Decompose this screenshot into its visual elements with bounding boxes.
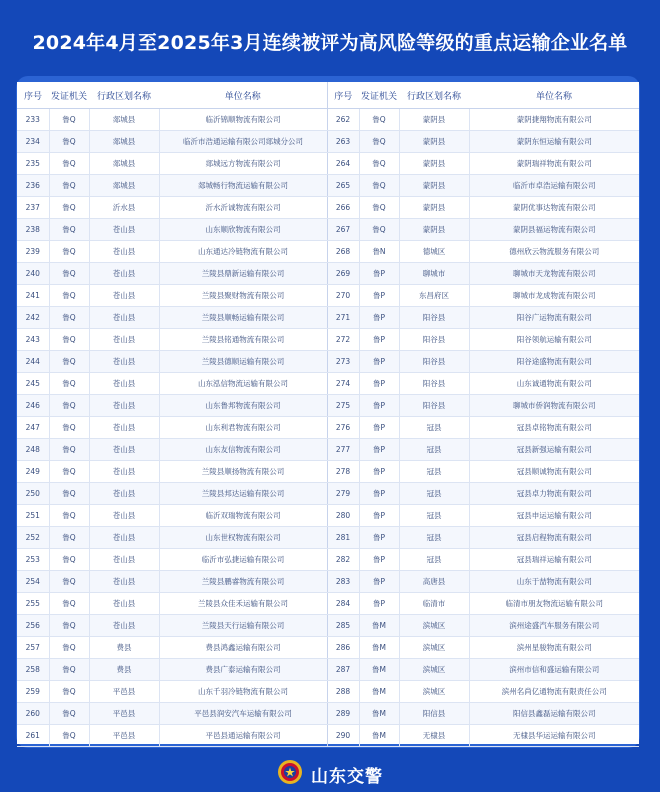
table-row xyxy=(17,549,639,571)
row-district: 苍山县 xyxy=(89,263,159,285)
row-district: 阳信县 xyxy=(399,703,469,725)
row-company: 临沂市弘捷运输有限公司 xyxy=(159,549,327,571)
table-row xyxy=(17,637,639,659)
row-index: 290 xyxy=(327,725,359,747)
row-issuer: 鲁Q xyxy=(359,131,399,153)
row-index: 279 xyxy=(327,483,359,505)
row-index: 269 xyxy=(327,263,359,285)
table-row xyxy=(17,241,639,263)
row-company: 阳谷途盛物流有限公司 xyxy=(469,351,639,373)
row-issuer: 鲁N xyxy=(359,241,399,263)
row-company: 冠县启程物流有限公司 xyxy=(469,527,639,549)
row-issuer: 鲁Q xyxy=(49,505,89,527)
row-issuer: 鲁Q xyxy=(49,417,89,439)
row-company: 临沂市卓浩运输有限公司 xyxy=(469,175,639,197)
row-district: 苍山县 xyxy=(89,439,159,461)
row-company: 冠县申运运输有限公司 xyxy=(469,505,639,527)
table-row xyxy=(17,439,639,461)
page-title: 2024年4月至2025年3月连续被评为高风险等级的重点运输企业名单 xyxy=(32,32,628,54)
row-issuer: 鲁M xyxy=(359,681,399,703)
row-company: 兰陵县天行运输有限公司 xyxy=(159,615,327,637)
row-issuer: 鲁P xyxy=(359,351,399,373)
row-district: 苍山县 xyxy=(89,241,159,263)
row-company: 兰陵县德顺运输有限公司 xyxy=(159,351,327,373)
table-sheet xyxy=(17,82,639,744)
table-row xyxy=(17,153,639,175)
row-company: 蒙阴东恒运输有限公司 xyxy=(469,131,639,153)
footer xyxy=(0,756,660,792)
table-row xyxy=(17,307,639,329)
row-issuer: 鲁Q xyxy=(49,219,89,241)
table-row xyxy=(17,109,639,131)
row-index: 250 xyxy=(17,483,49,505)
col-header-index: 序号 xyxy=(327,82,359,109)
table-row xyxy=(17,725,639,747)
row-issuer: 鲁P xyxy=(359,307,399,329)
row-district: 苍山县 xyxy=(89,417,159,439)
row-issuer: 鲁Q xyxy=(49,549,89,571)
row-company: 沂水沂诚物流有限公司 xyxy=(159,197,327,219)
row-company: 山东顺欣物流有限公司 xyxy=(159,219,327,241)
row-index: 253 xyxy=(17,549,49,571)
row-index: 251 xyxy=(17,505,49,527)
row-issuer: 鲁M xyxy=(359,725,399,747)
row-company: 阳谷广运物流有限公司 xyxy=(469,307,639,329)
table-row xyxy=(17,615,639,637)
row-district: 临清市 xyxy=(399,593,469,615)
row-index: 284 xyxy=(327,593,359,615)
row-issuer: 鲁Q xyxy=(49,307,89,329)
row-issuer: 鲁P xyxy=(359,263,399,285)
col-header-company: 单位名称 xyxy=(159,82,327,109)
row-company: 蒙阴捷翔物流有限公司 xyxy=(469,109,639,131)
table-row xyxy=(17,505,639,527)
row-index: 286 xyxy=(327,637,359,659)
table-row xyxy=(17,703,639,725)
row-index: 287 xyxy=(327,659,359,681)
table-row xyxy=(17,659,639,681)
row-company: 郯城畅行物流运输有限公司 xyxy=(159,175,327,197)
row-district: 费县 xyxy=(89,659,159,681)
row-issuer: 鲁Q xyxy=(49,351,89,373)
row-issuer: 鲁Q xyxy=(49,659,89,681)
row-issuer: 鲁Q xyxy=(49,263,89,285)
row-district: 苍山县 xyxy=(89,527,159,549)
row-district: 德城区 xyxy=(399,241,469,263)
row-district: 平邑县 xyxy=(89,703,159,725)
row-district: 无棣县 xyxy=(399,725,469,747)
table-row xyxy=(17,593,639,615)
row-company: 临沂双瑞物流有限公司 xyxy=(159,505,327,527)
row-district: 蒙阴县 xyxy=(399,153,469,175)
row-index: 255 xyxy=(17,593,49,615)
row-company: 兰陵县顺扬物流有限公司 xyxy=(159,461,327,483)
row-issuer: 鲁Q xyxy=(49,175,89,197)
row-company: 临清市朋友物流运输有限公司 xyxy=(469,593,639,615)
row-district: 蒙阴县 xyxy=(399,175,469,197)
row-company: 山东利君物流有限公司 xyxy=(159,417,327,439)
row-company: 滨州星骏物流有限公司 xyxy=(469,637,639,659)
row-issuer: 鲁P xyxy=(359,461,399,483)
row-district: 苍山县 xyxy=(89,395,159,417)
row-issuer: 鲁Q xyxy=(49,329,89,351)
row-company: 山东于喆物流有限公司 xyxy=(469,571,639,593)
row-company: 蒙阴县福运物流有限公司 xyxy=(469,219,639,241)
row-issuer: 鲁M xyxy=(359,615,399,637)
row-issuer: 鲁Q xyxy=(359,175,399,197)
row-district: 冠县 xyxy=(399,439,469,461)
row-district: 苍山县 xyxy=(89,219,159,241)
row-district: 郯城县 xyxy=(89,153,159,175)
row-issuer: 鲁Q xyxy=(49,483,89,505)
row-company: 阳信县鑫磊运输有限公司 xyxy=(469,703,639,725)
row-district: 蒙阴县 xyxy=(399,109,469,131)
row-index: 267 xyxy=(327,219,359,241)
row-index: 242 xyxy=(17,307,49,329)
row-company: 兰陵县聚财物流有限公司 xyxy=(159,285,327,307)
row-district: 阳谷县 xyxy=(399,373,469,395)
row-issuer: 鲁M xyxy=(359,659,399,681)
col-header-issuer: 发证机关 xyxy=(49,82,89,109)
row-index: 249 xyxy=(17,461,49,483)
row-company: 平邑县通运输有限公司 xyxy=(159,725,327,747)
row-district: 苍山县 xyxy=(89,307,159,329)
table-row xyxy=(17,197,639,219)
row-district: 苍山县 xyxy=(89,571,159,593)
row-issuer: 鲁P xyxy=(359,439,399,461)
table-row xyxy=(17,461,639,483)
row-district: 高唐县 xyxy=(399,571,469,593)
row-issuer: 鲁P xyxy=(359,483,399,505)
row-issuer: 鲁Q xyxy=(49,725,89,747)
row-index: 244 xyxy=(17,351,49,373)
table-row xyxy=(17,373,639,395)
row-company: 山东通达冷链物流有限公司 xyxy=(159,241,327,263)
row-index: 240 xyxy=(17,263,49,285)
row-district: 苍山县 xyxy=(89,373,159,395)
row-issuer: 鲁P xyxy=(359,373,399,395)
row-district: 冠县 xyxy=(399,461,469,483)
row-district: 苍山县 xyxy=(89,329,159,351)
row-issuer: 鲁Q xyxy=(49,703,89,725)
row-district: 冠县 xyxy=(399,505,469,527)
row-index: 257 xyxy=(17,637,49,659)
row-issuer: 鲁Q xyxy=(49,285,89,307)
row-company: 阳谷领航运输有限公司 xyxy=(469,329,639,351)
row-index: 268 xyxy=(327,241,359,263)
row-index: 273 xyxy=(327,351,359,373)
row-company: 德州欣云物流服务有限公司 xyxy=(469,241,639,263)
table-row xyxy=(17,263,639,285)
row-district: 苍山县 xyxy=(89,549,159,571)
row-index: 285 xyxy=(327,615,359,637)
row-district: 冠县 xyxy=(399,549,469,571)
row-district: 苍山县 xyxy=(89,505,159,527)
row-issuer: 鲁Q xyxy=(359,219,399,241)
row-district: 平邑县 xyxy=(89,681,159,703)
row-company: 郯城远方物流有限公司 xyxy=(159,153,327,175)
row-company: 兰陵县铭通物流有限公司 xyxy=(159,329,327,351)
row-index: 277 xyxy=(327,439,359,461)
row-district: 蒙阴县 xyxy=(399,219,469,241)
table-row xyxy=(17,285,639,307)
row-district: 冠县 xyxy=(399,483,469,505)
row-company: 蒙阴瑞祥物流有限公司 xyxy=(469,153,639,175)
table-row xyxy=(17,351,639,373)
row-issuer: 鲁Q xyxy=(49,593,89,615)
row-district: 阳谷县 xyxy=(399,395,469,417)
row-index: 234 xyxy=(17,131,49,153)
row-index: 258 xyxy=(17,659,49,681)
row-index: 280 xyxy=(327,505,359,527)
table-row xyxy=(17,131,639,153)
row-district: 阳谷县 xyxy=(399,351,469,373)
row-company: 兰陵县鼎新运输有限公司 xyxy=(159,263,327,285)
row-index: 289 xyxy=(327,703,359,725)
row-index: 271 xyxy=(327,307,359,329)
row-company: 费县鸿鑫运输有限公司 xyxy=(159,637,327,659)
table-row xyxy=(17,329,639,351)
row-company: 冠县卓力物流有限公司 xyxy=(469,483,639,505)
row-district: 阳谷县 xyxy=(399,307,469,329)
police-emblem-icon xyxy=(277,759,303,789)
row-index: 263 xyxy=(327,131,359,153)
row-index: 275 xyxy=(327,395,359,417)
row-issuer: 鲁Q xyxy=(49,527,89,549)
row-index: 254 xyxy=(17,571,49,593)
row-index: 281 xyxy=(327,527,359,549)
row-index: 262 xyxy=(327,109,359,131)
row-district: 东昌府区 xyxy=(399,285,469,307)
row-company: 山东鲁邦物流有限公司 xyxy=(159,395,327,417)
table-header-row xyxy=(17,82,639,109)
row-company: 兰陵县邦达运输有限公司 xyxy=(159,483,327,505)
row-issuer: 鲁Q xyxy=(49,637,89,659)
row-district: 平邑县 xyxy=(89,725,159,747)
footer-brand: 山东交警 xyxy=(311,766,383,787)
row-company: 费县广泰运输有限公司 xyxy=(159,659,327,681)
row-index: 238 xyxy=(17,219,49,241)
row-issuer: 鲁P xyxy=(359,527,399,549)
row-issuer: 鲁M xyxy=(359,637,399,659)
row-district: 阳谷县 xyxy=(399,329,469,351)
row-index: 276 xyxy=(327,417,359,439)
table-row xyxy=(17,219,639,241)
row-index: 252 xyxy=(17,527,49,549)
row-company: 临沂市浩通运输有限公司郯城分公司 xyxy=(159,131,327,153)
row-issuer: 鲁Q xyxy=(49,439,89,461)
row-index: 260 xyxy=(17,703,49,725)
row-district: 聊城市 xyxy=(399,263,469,285)
row-index: 274 xyxy=(327,373,359,395)
row-district: 郯城县 xyxy=(89,109,159,131)
row-district: 郯城县 xyxy=(89,131,159,153)
row-company: 山东友信物流有限公司 xyxy=(159,439,327,461)
row-issuer: 鲁Q xyxy=(49,109,89,131)
row-district: 滨城区 xyxy=(399,659,469,681)
row-issuer: 鲁Q xyxy=(359,197,399,219)
row-issuer: 鲁P xyxy=(359,417,399,439)
row-index: 259 xyxy=(17,681,49,703)
row-company: 滨州名尚亿通物流有限责任公司 xyxy=(469,681,639,703)
row-index: 236 xyxy=(17,175,49,197)
row-company: 山东泓信物流运输有限公司 xyxy=(159,373,327,395)
col-header-issuer: 发证机关 xyxy=(359,82,399,109)
row-company: 冠县顺诚物流有限公司 xyxy=(469,461,639,483)
row-district: 郯城县 xyxy=(89,175,159,197)
row-issuer: 鲁Q xyxy=(49,197,89,219)
row-company: 冠县瑞祥运输有限公司 xyxy=(469,549,639,571)
row-index: 283 xyxy=(327,571,359,593)
row-index: 243 xyxy=(17,329,49,351)
table-body xyxy=(17,109,639,747)
row-district: 沂水县 xyxy=(89,197,159,219)
row-index: 246 xyxy=(17,395,49,417)
row-issuer: 鲁P xyxy=(359,505,399,527)
row-company: 聊城市天龙物流有限公司 xyxy=(469,263,639,285)
row-company: 山东世权物流有限公司 xyxy=(159,527,327,549)
row-district: 冠县 xyxy=(399,417,469,439)
row-issuer: 鲁P xyxy=(359,285,399,307)
row-district: 冠县 xyxy=(399,527,469,549)
row-index: 261 xyxy=(17,725,49,747)
company-table xyxy=(17,82,639,747)
row-company: 滨州市信和盛运输有限公司 xyxy=(469,659,639,681)
row-index: 256 xyxy=(17,615,49,637)
row-issuer: 鲁Q xyxy=(359,109,399,131)
row-district: 滨城区 xyxy=(399,681,469,703)
row-company: 蒙阴优事达物流有限公司 xyxy=(469,197,639,219)
row-company: 冠县新强运输有限公司 xyxy=(469,439,639,461)
col-header-district: 行政区划名称 xyxy=(89,82,159,109)
row-issuer: 鲁Q xyxy=(49,241,89,263)
row-issuer: 鲁Q xyxy=(49,373,89,395)
table-row xyxy=(17,571,639,593)
row-company: 兰陵县顺畅运输有限公司 xyxy=(159,307,327,329)
table-row xyxy=(17,395,639,417)
row-district: 滨城区 xyxy=(399,615,469,637)
row-index: 233 xyxy=(17,109,49,131)
row-index: 248 xyxy=(17,439,49,461)
row-company: 山东诚通物流有限公司 xyxy=(469,373,639,395)
row-issuer: 鲁M xyxy=(359,703,399,725)
row-district: 苍山县 xyxy=(89,285,159,307)
row-issuer: 鲁Q xyxy=(49,395,89,417)
table-row xyxy=(17,175,639,197)
col-header-district: 行政区划名称 xyxy=(399,82,469,109)
row-district: 苍山县 xyxy=(89,615,159,637)
table-row xyxy=(17,681,639,703)
row-company: 山东千羽冷链物流有限公司 xyxy=(159,681,327,703)
row-company: 平邑县润安汽车运输有限公司 xyxy=(159,703,327,725)
row-company: 聊城市侨润物流有限公司 xyxy=(469,395,639,417)
row-index: 264 xyxy=(327,153,359,175)
row-company: 兰陵县鹏睿物流有限公司 xyxy=(159,571,327,593)
table-row xyxy=(17,527,639,549)
row-district: 苍山县 xyxy=(89,461,159,483)
row-index: 241 xyxy=(17,285,49,307)
table-row xyxy=(17,417,639,439)
row-issuer: 鲁P xyxy=(359,329,399,351)
row-issuer: 鲁Q xyxy=(49,615,89,637)
row-district: 蒙阴县 xyxy=(399,197,469,219)
row-district: 蒙阴县 xyxy=(399,131,469,153)
row-company: 兰陵县众佳禾运输有限公司 xyxy=(159,593,327,615)
row-index: 266 xyxy=(327,197,359,219)
row-index: 239 xyxy=(17,241,49,263)
row-issuer: 鲁Q xyxy=(49,461,89,483)
row-company: 滨州途盛汽车服务有限公司 xyxy=(469,615,639,637)
row-index: 288 xyxy=(327,681,359,703)
row-index: 270 xyxy=(327,285,359,307)
row-district: 苍山县 xyxy=(89,351,159,373)
row-company: 无棣县华运运输有限公司 xyxy=(469,725,639,747)
table-row xyxy=(17,483,639,505)
row-district: 滨城区 xyxy=(399,637,469,659)
row-index: 245 xyxy=(17,373,49,395)
row-company: 聊城市龙成物流有限公司 xyxy=(469,285,639,307)
row-index: 272 xyxy=(327,329,359,351)
row-index: 278 xyxy=(327,461,359,483)
row-district: 苍山县 xyxy=(89,593,159,615)
row-index: 265 xyxy=(327,175,359,197)
row-issuer: 鲁P xyxy=(359,593,399,615)
row-issuer: 鲁Q xyxy=(49,153,89,175)
row-issuer: 鲁Q xyxy=(359,153,399,175)
row-district: 苍山县 xyxy=(89,483,159,505)
col-header-company: 单位名称 xyxy=(469,82,639,109)
row-issuer: 鲁P xyxy=(359,549,399,571)
row-issuer: 鲁Q xyxy=(49,681,89,703)
row-issuer: 鲁P xyxy=(359,571,399,593)
col-header-index: 序号 xyxy=(17,82,49,109)
row-index: 237 xyxy=(17,197,49,219)
row-issuer: 鲁P xyxy=(359,395,399,417)
row-district: 费县 xyxy=(89,637,159,659)
row-company: 临沂锦顺物流有限公司 xyxy=(159,109,327,131)
row-issuer: 鲁Q xyxy=(49,131,89,153)
row-company: 冠县卓铭物流有限公司 xyxy=(469,417,639,439)
row-index: 282 xyxy=(327,549,359,571)
row-index: 247 xyxy=(17,417,49,439)
row-index: 235 xyxy=(17,153,49,175)
row-issuer: 鲁Q xyxy=(49,571,89,593)
